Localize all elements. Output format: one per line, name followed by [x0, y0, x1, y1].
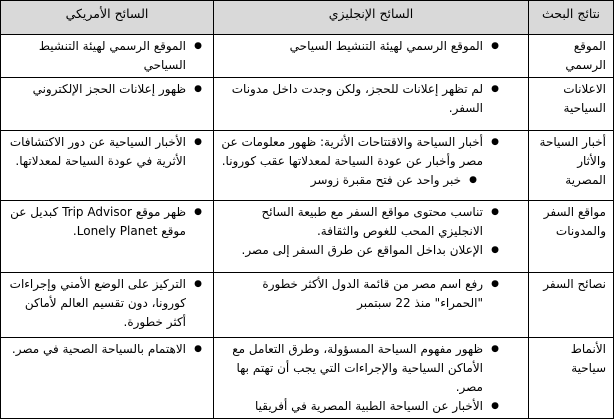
- american-cell: [1, 273, 214, 338]
- row-category: الاعلانات السياحية: [529, 78, 614, 131]
- header-american-tourist: السائح الأمريكي: [1, 1, 214, 35]
- american-cell: [1, 131, 214, 201]
- table-row: [1, 78, 614, 131]
- row-category: نصائح السفر: [529, 273, 614, 338]
- table-row: [1, 131, 614, 201]
- bullet-item: ● ظهر موقع Trip Advisor كبديل عن موقع Lonely Planet.: [6, 203, 208, 241]
- english-cell: [214, 201, 529, 273]
- american-cell: [1, 338, 214, 419]
- english-cell: [214, 273, 529, 338]
- english-cell: [214, 78, 529, 131]
- bullet-item: ● الأخبار السياحية عن دور الاكتشافات الأثرية في عودة السياحة لمعدلاتها.: [6, 133, 208, 171]
- bullet-item: ● الموقع الرسمي لهيئة التنشيط السياحي: [219, 37, 505, 56]
- row-category: الموقع الرسمي: [529, 35, 614, 78]
- header-category: نتائج البحث: [529, 1, 614, 35]
- bullet-item: ● أخبار السياحة والاقتتاحات الأثرية: ظهور معلومات عن مصر وأخبار عن عودة السياحة لمعدلاتها عقب كورونا.: [219, 133, 505, 171]
- bullet-item: ● الإعلان بداخل المواقع عن طرق السفر إلى مصر.: [219, 241, 505, 260]
- row-category: مواقع السفر والمدونات: [529, 201, 614, 273]
- table-row: [1, 338, 614, 419]
- bullet-item: ● تناسب محتوى مواقع السفر مع طبيعة السائح الانجليزي المحب للغوص والثقافة.: [219, 203, 505, 241]
- header-english-tourist: السائح الإنجليزي: [214, 1, 529, 35]
- sub-bullet-item: ● خبر واحد عن فتح مقبرة زوسر: [219, 171, 505, 190]
- row-category: أخبار السياحة والأثار المصرية: [529, 131, 614, 201]
- american-cell: [1, 78, 214, 131]
- bullet-item: ● ظهور مفهوم السياحة المسؤولة، وطرق التعامل مع الأماكن السياحية والإجراءات التي يجب أن تهتم بها مصر.: [219, 340, 505, 397]
- bullet-item: ● الأخبار عن السياحة الطبية المصرية في أفريقيا: [219, 397, 505, 416]
- table-row: [1, 201, 614, 273]
- english-cell: [214, 131, 529, 201]
- row-category: الأنماط سياحية: [529, 338, 614, 419]
- american-cell: [1, 201, 214, 273]
- bullet-item: ● ظهور إعلانات الحجز الإلكتروني: [6, 80, 208, 99]
- table-row: [1, 35, 614, 78]
- english-cell: [214, 35, 529, 78]
- bullet-item: ● الموقع الرسمي لهيئة التنشيط السياحي: [6, 37, 208, 75]
- bullet-item: ● لم تظهر إعلانات للحجز، ولكن وجدت داخل مدونات السفر.: [219, 80, 505, 118]
- bullet-item: ● الاهتمام بالسياحة الصحية في مصر.: [6, 340, 208, 359]
- table-row: [1, 273, 614, 338]
- english-cell: [214, 338, 529, 419]
- american-cell: [1, 35, 214, 78]
- header-row: [1, 1, 614, 35]
- bullet-item: ● التركيز على الوضع الأمني وإجراءات كورونا، دون تقسيم العالم لأماكن أكثر خطورة.: [6, 275, 208, 332]
- bullet-item: ● رفع اسم مصر من قائمة الدول الأكثر خطورة "الحمراء" منذ 22 سبتمبر: [219, 275, 505, 313]
